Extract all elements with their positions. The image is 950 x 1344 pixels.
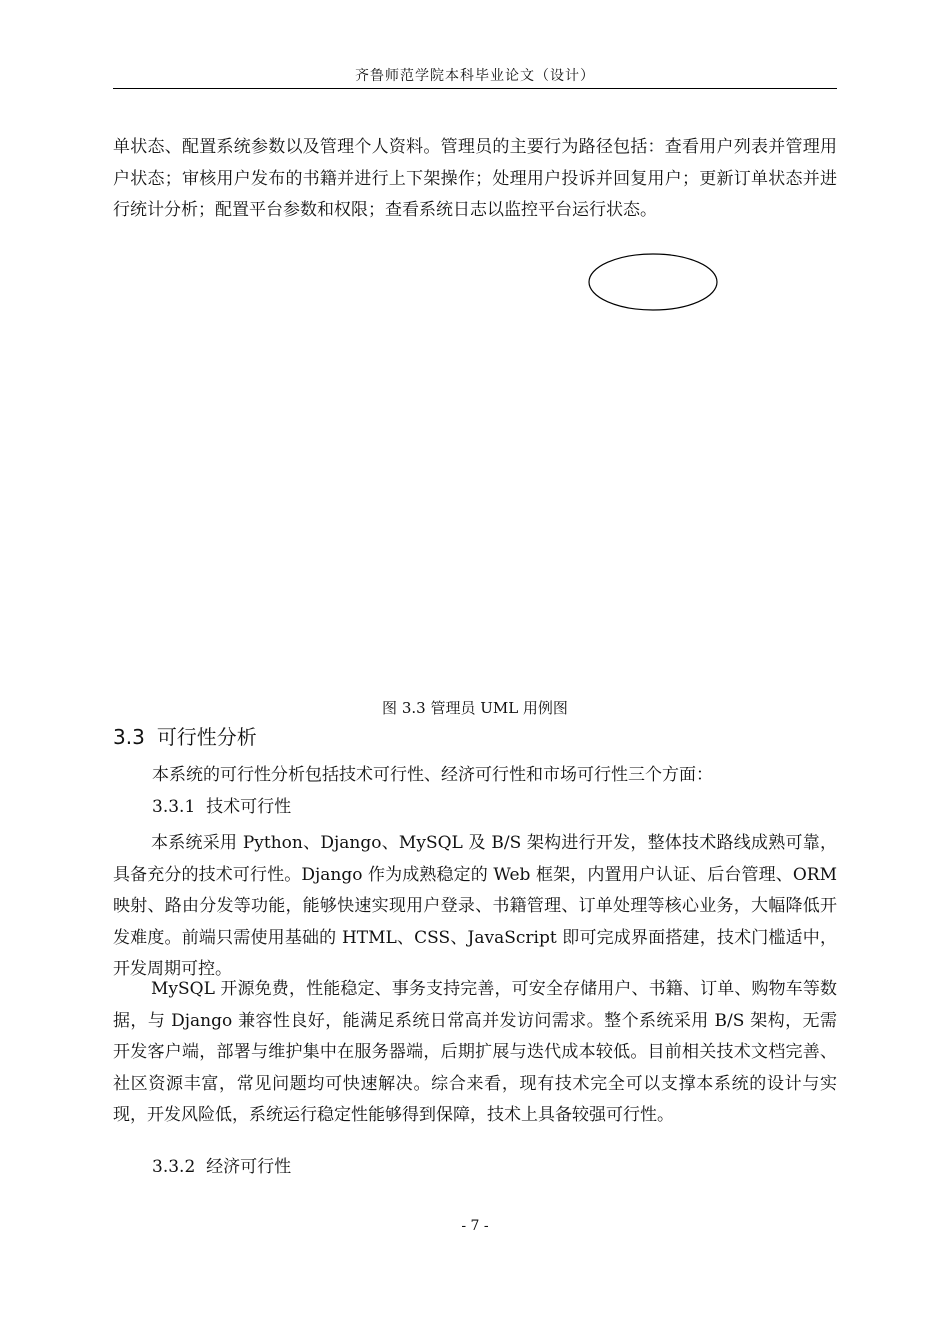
intro-paragraph: 单状态、配置系统参数以及管理个人资料。管理员的主要行为路径包括：查看用户列表并管理用户状态；审核用户发布的书籍并进行上下架操作；处理用户投诉并回复用户；更新订单状态并进行统计分析；配置平台参数和权限；查看系统日志以监控平台运行状态。 bbox=[113, 137, 837, 220]
technical-paragraph-2: MySQL 开源免费，性能稳定、事务支持完善，可安全存储用户、书籍、订单、购物车等数据，与 Django 兼容性良好，能满足系统日常高并发访问需求。整个系统采用 B/S 架构，无需开发客户端，部署与维护集中在服务器端，后期扩展与迭代成本较低。目前相关技术文档完善、社区资源丰富，常见问题均可快速解决。综合来看，现有技术完全可以支撑本系统的设计与实现，开发风险低，系统运行稳定性能够得到保障，技术上具备较强可行性。 bbox=[113, 979, 837, 1125]
subsection-title: 技术可行性 bbox=[206, 797, 292, 817]
section-heading bbox=[113, 721, 257, 753]
section-title: 可行性分析 bbox=[156, 725, 257, 749]
subsection-number: 3.3.1 bbox=[152, 797, 196, 817]
subsection-title: 经济可行性 bbox=[206, 1157, 292, 1177]
figure-caption: 图 3.3 管理员 UML 用例图 bbox=[382, 699, 568, 717]
page-number: - 7 - bbox=[461, 1218, 489, 1234]
subsection-heading-economic bbox=[152, 1152, 291, 1183]
uml-use-case-figure bbox=[588, 252, 720, 314]
subsection-number: 3.3.2 bbox=[152, 1157, 196, 1177]
subsection-heading-technical bbox=[152, 792, 291, 823]
technical-paragraph-1: 本系统采用 Python、Django、MySQL 及 B/S 架构进行开发，整体技术路线成熟可靠，具备充分的技术可行性。Django 作为成熟稳定的 Web 框架，内置用户认证、后台管理、ORM 映射、路由分发等功能，能够快速实现用户登录、书籍管理、订单处理等核心业务，大幅降低开发难度。前端只需使用基础的 HTML、CSS、JavaScript 即可完成界面搭建，技术门槛适中，开发周期可控。 bbox=[113, 833, 837, 979]
feasibility-intro: 本系统的可行性分析包括技术可行性、经济可行性和市场可行性三个方面： bbox=[152, 765, 713, 785]
running-header: 齐鲁师范学院本科毕业论文（设计） bbox=[355, 68, 595, 84]
use-case-ellipse bbox=[589, 254, 717, 310]
header-rule bbox=[113, 88, 837, 89]
section-number: 3.3 bbox=[113, 725, 145, 749]
